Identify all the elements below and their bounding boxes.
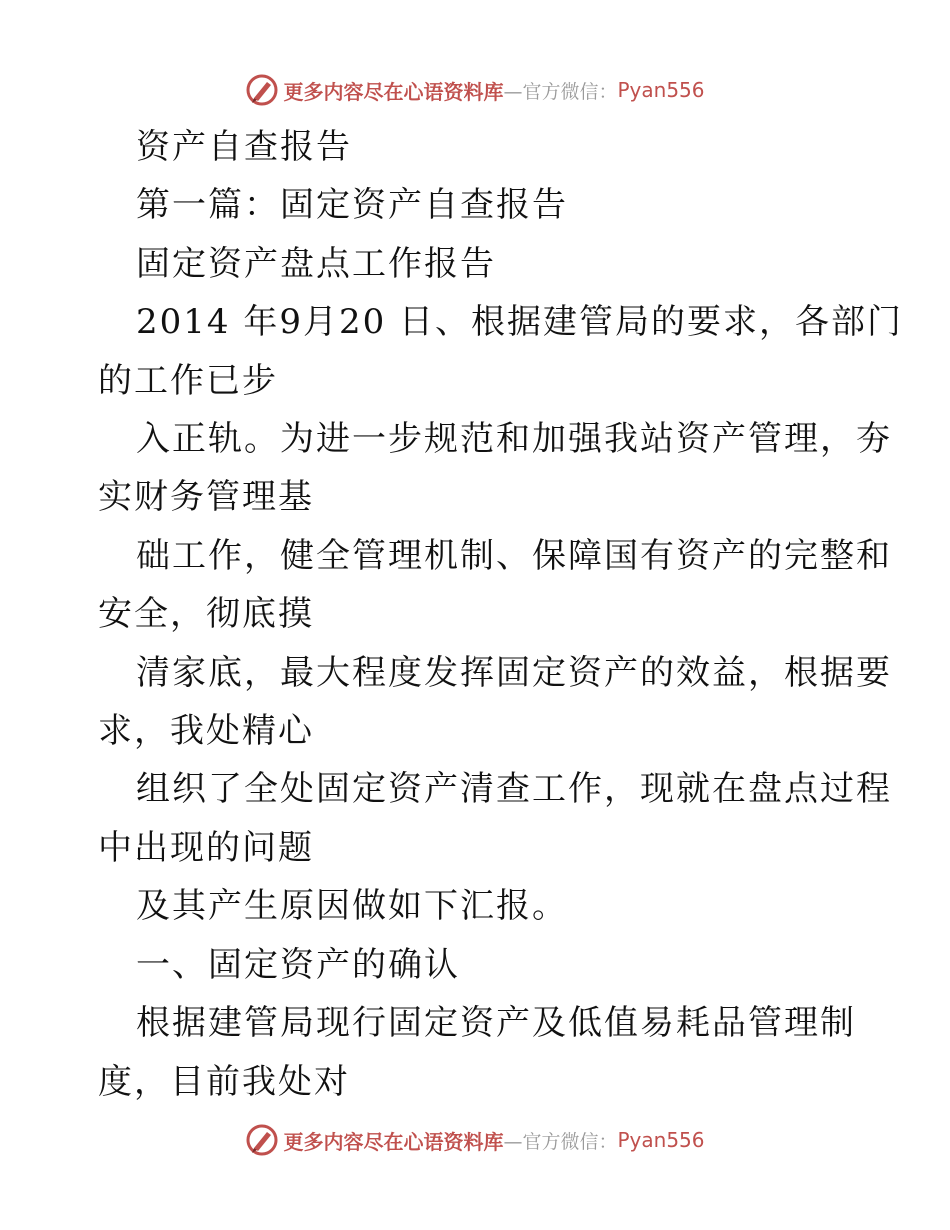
paragraph-line: 求，我处精心 [98,711,314,752]
paragraph-line: 根据建管局现行固定资产及低值易耗品管理制 [136,1003,856,1044]
pen-logo-icon [245,73,279,107]
banner-text: 更多内容尽在心语资料库 [283,79,504,104]
footer-banner [0,1120,950,1160]
report-title: 固定资产盘点工作报告 [136,243,496,284]
banner-wechat-label: —官方微信： [503,80,618,103]
paragraph-line: 2014 年9月20 日、根据建管局的要求，各部门 [136,302,904,343]
document-title: 资产自查报告 [136,127,352,167]
section-subheading: 一、固定资产的确认 [136,944,460,985]
header-banner [0,70,950,110]
document-body [98,118,904,1111]
banner-wechat-id: Pyan556 [617,1128,705,1152]
paragraph-line: 的工作已步 [98,360,278,401]
paragraph-line: 清家底，最大程度发挥固定资产的效益，根据要 [136,652,892,693]
paragraph-line: 中出现的问题 [98,827,314,868]
pen-logo-icon [245,1123,279,1157]
paragraph-line: 础工作，健全管理机制、保障国有资产的完整和 [136,535,892,576]
paragraph-line: 实财务管理基 [98,477,314,518]
banner-wechat-label: —官方微信： [503,1130,618,1153]
paragraph-line: 及其产生原因做如下汇报。 [136,886,568,927]
paragraph-line: 度，目前我处对 [98,1061,350,1102]
banner-wechat-id: Pyan556 [617,78,705,102]
paragraph-line: 入正轨。为进一步规范和加强我站资产管理，夯 [136,419,892,460]
paragraph-line: 安全，彻底摸 [98,594,314,635]
banner-text: 更多内容尽在心语资料库 [283,1129,504,1154]
paragraph-line: 组织了全处固定资产清查工作，现就在盘点过程 [136,769,892,810]
section-heading: 第一篇：固定资产自查报告 [136,185,568,226]
